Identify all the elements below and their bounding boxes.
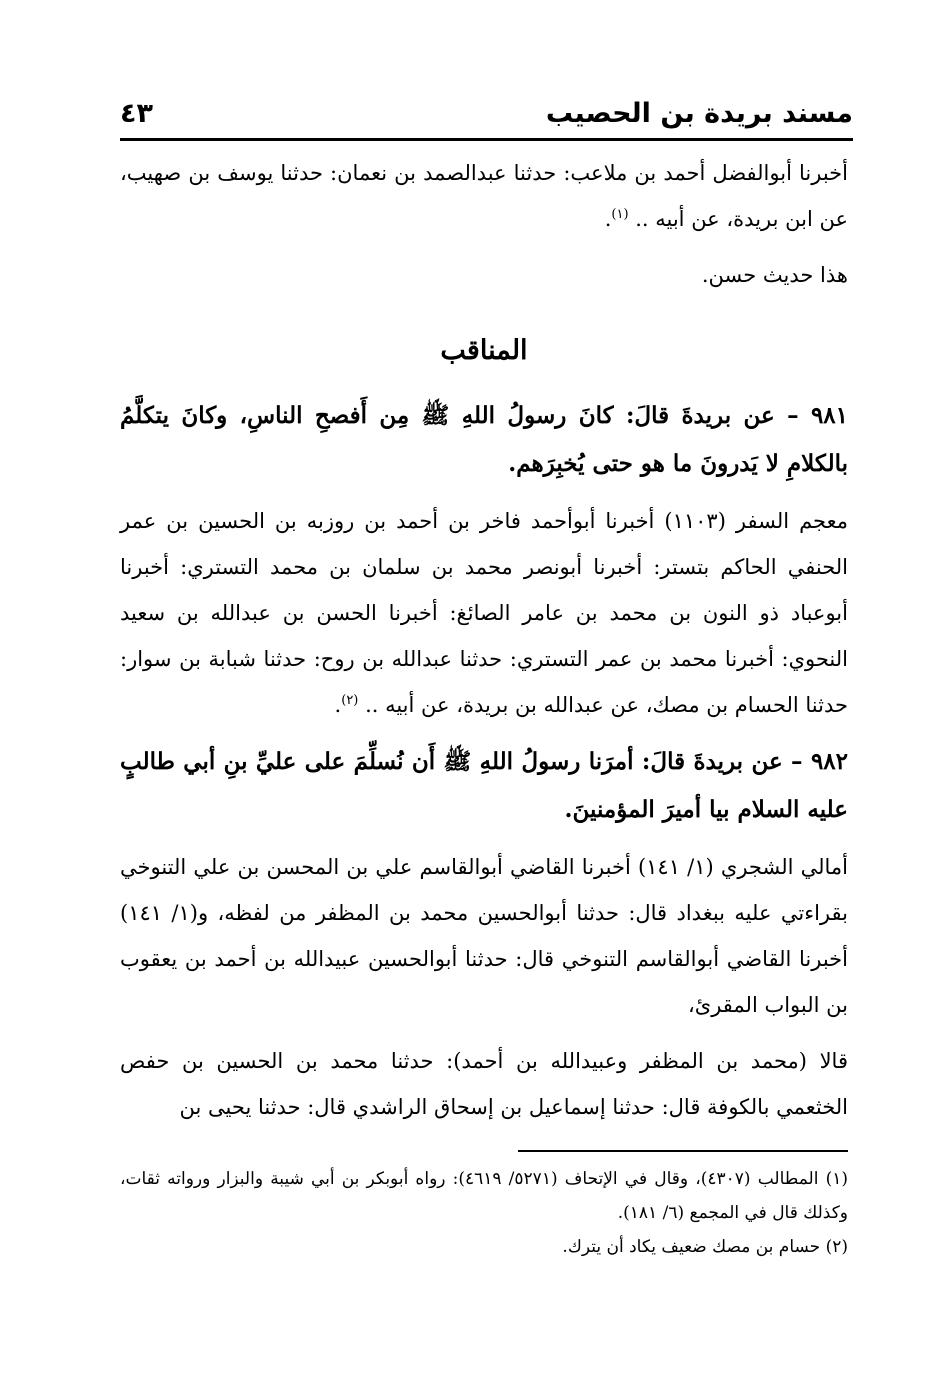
footnote-marker: (٢) (341, 693, 359, 708)
page-number: ٤٣ (120, 98, 153, 129)
page-header (120, 98, 853, 138)
source-982: أمالي الشجري (١/ ١٤١) أخبرنا القاضي أبوالقاسم علي بن المحسن بن علي التنوخي بقراءتي عليه ببغداد قال: حدثنا أبوالحسين محمد بن المظفر من لفظه، و(١/ ١٤١) أخبرنا القاضي أبوالقاسم التنوخي قال: حدثنا أبوالحسين عبيدالله بن أحمد بن يعقوب بن البواب المقرئ، (120, 855, 848, 1017)
paragraph-text: أخبرنا أبوالفضل أحمد بن ملاعب: حدثنا عبدالصمد بن نعمان: حدثنا يوسف بن صهيب، عن ابن بريدة، عن أبيه .. (120, 161, 848, 231)
paragraph: أخبرنا أبوالفضل أحمد بن ملاعب: حدثنا عبدالصمد بن نعمان: حدثنا يوسف بن صهيب، عن ابن بريدة، عن أبيه .. $^{(١)}$. (120, 161, 848, 231)
hadith-981: ٩٨١ – عن بريدةَ قالَ: كانَ رسولُ اللهِ ﷺ مِن أَفصحِ الناسِ، وكانَ يتكلَّمُ بالكلامِ لا يَدرونَ ما هو حتى يُخبِرَهم. (120, 402, 848, 477)
section-title: المناقب (440, 335, 528, 366)
hadith-982: ٩٨٢ – عن بريدةَ قالَ: أمرَنا رسولُ اللهِ ﷺ أَن نُسلِّمَ على عليِّ بنِ أبي طالبٍ عليه السلام بيا أميرَ المؤمنينَ. (120, 748, 848, 823)
footnote-divider (518, 1150, 848, 1152)
header-divider (120, 138, 853, 141)
footnote-2: (٢) حسام بن مصك ضعيف يكاد أن يترك. (562, 1237, 848, 1257)
footnotes (120, 1162, 848, 1264)
footnote-1: (١) المطالب (٤٣٠٧)، وقال في الإتحاف (٥٢٧١/ ٤٦١٩): رواه أبوبكر بن أبي شيبة والبزار ورواته ثقات، وكذلك قال في المجمع (٦/ ١٨١). (120, 1169, 848, 1223)
paragraph: هذا حديث حسن. (701, 263, 848, 287)
main-text (120, 150, 848, 1140)
source-981: معجم السفر (١١٠٣) أخبرنا أبوأحمد فاخر بن أحمد بن روزبه بن الحسين بن عمر الحنفي الحاكم بتستر: أخبرنا أبونصر محمد بن سلمان بن محمد التستري: أخبرنا أبوعباد ذو النون بن محمد بن عامر الصائغ: أخبرنا الحسن بن عبدالله بن سعيد النحوي: أخبرنا محمد بن عمر التستري: حدثنا عبدالله بن روح: حدثنا شبابة بن سوار: حدثنا الحسام بن مصك، عن عبدالله بن بريدة، عن أبيه .. $^{(٢)}$. (120, 509, 848, 717)
source-text: معجم السفر (١١٠٣) أخبرنا أبوأحمد فاخر بن أحمد بن روزبه بن الحسين بن عمر الحنفي الحاكم بتستر: أخبرنا أبونصر محمد بن سلمان بن محمد التستري: أخبرنا أبوعباد ذو النون بن محمد بن عامر الصائغ: أخبرنا الحسن بن عبدالله بن سعيد النحوي: أخبرنا محمد بن عمر التستري: حدثنا عبدالله بن روح: حدثنا شبابة بن سوار: حدثنا الحسام بن مصك، عن عبدالله بن بريدة، عن أبيه .. (120, 509, 848, 717)
footnote-marker: (١) (611, 207, 629, 222)
source-982-continued: قالا (محمد بن المظفر وعبيدالله بن أحمد): حدثنا محمد بن الحسين بن حفص الخثعمي بالكوفة قال: حدثنا إسماعيل بن إسحاق الراشدي قال: حدثنا يحيى بن (120, 1049, 848, 1119)
running-title: مسند بريدة بن الحصيب (545, 98, 853, 129)
